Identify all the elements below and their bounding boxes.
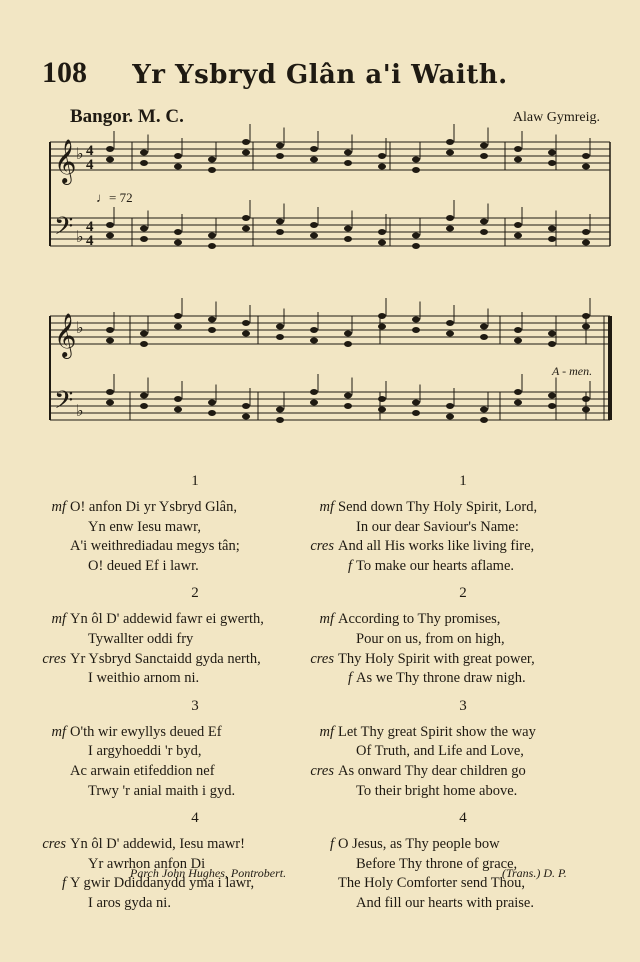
note-head	[276, 219, 284, 225]
note-head	[344, 160, 352, 166]
time-signature: 4	[86, 143, 94, 159]
note-head	[582, 153, 590, 159]
note-head	[310, 157, 318, 163]
note-head	[446, 403, 454, 409]
note-head	[174, 396, 182, 402]
verse-line	[318, 518, 608, 538]
note-head	[344, 226, 352, 232]
note-head	[412, 167, 420, 173]
note-head	[480, 143, 488, 149]
verse-line	[310, 762, 608, 782]
note-head	[548, 393, 556, 399]
note-head	[480, 334, 488, 340]
amen-lyric: A - men.	[552, 364, 593, 378]
dynamic-marking: cres	[42, 650, 66, 667]
dynamic-marking: cres	[310, 650, 334, 667]
note-head	[446, 331, 454, 337]
verse-line	[50, 762, 340, 782]
note-head	[514, 157, 522, 163]
note-head	[514, 233, 522, 239]
verse	[50, 470, 340, 576]
note-head	[106, 400, 114, 406]
note-head	[514, 327, 522, 333]
note-head	[344, 403, 352, 409]
note-head	[582, 240, 590, 246]
note-head	[242, 403, 250, 409]
verse-number: 2	[459, 585, 467, 602]
note-head	[242, 215, 250, 221]
note-head	[174, 313, 182, 319]
treble-clef: 𝄞	[54, 139, 77, 183]
bass-clef: 𝄢	[54, 386, 74, 421]
verse-text: And fill our hearts with praise.	[356, 894, 534, 911]
dynamic-marking: mf	[51, 499, 66, 515]
note-head	[310, 327, 318, 333]
note-head	[242, 139, 250, 145]
note-head	[276, 407, 284, 413]
verse-line	[50, 742, 340, 762]
verse-text: O'th wir ewyllys deued Ef	[70, 723, 222, 740]
verse	[318, 807, 608, 913]
verse-text: The Holy Comforter send Thou,	[338, 875, 525, 892]
verse-number: 4	[191, 810, 199, 827]
note-head	[446, 320, 454, 326]
note-head	[174, 407, 182, 413]
note-head	[344, 150, 352, 156]
dynamic-marking: mf	[51, 723, 66, 740]
tempo-marking: ♩= 72	[96, 190, 133, 205]
dynamic-marking: mf	[319, 611, 334, 628]
note-head	[140, 226, 148, 232]
verse	[42, 807, 340, 913]
note-head	[310, 222, 318, 228]
verse	[50, 695, 340, 801]
note-head	[276, 153, 284, 159]
verse-number: 2	[191, 585, 199, 602]
note-head	[514, 389, 522, 395]
verse-text: Tywallter oddi fry	[88, 630, 194, 647]
verse	[42, 582, 340, 688]
note-head	[310, 233, 318, 239]
note-head	[140, 236, 148, 242]
note-head	[140, 403, 148, 409]
music-score	[0, 0, 640, 440]
dynamic-marking: cres	[310, 762, 334, 779]
note-head	[310, 389, 318, 395]
note-head	[242, 320, 250, 326]
note-head	[174, 164, 182, 170]
note-head	[582, 313, 590, 319]
note-head	[378, 313, 386, 319]
note-head	[208, 410, 216, 416]
english-verses	[310, 470, 608, 920]
note-head	[514, 146, 522, 152]
verse-text: As onward Thy dear children go	[338, 762, 526, 779]
verse-line	[318, 742, 608, 762]
note-head	[378, 324, 386, 330]
verse-text: To make our hearts aflame.	[356, 557, 515, 574]
verse-text: Before Thy throne of grace,	[356, 855, 518, 872]
note-head	[242, 226, 250, 232]
note-head	[276, 417, 284, 423]
verse-line	[318, 630, 608, 650]
verse-text: O Jesus, as Thy people bow	[338, 836, 500, 853]
note-head	[174, 324, 182, 330]
dynamic-marking: cres	[42, 836, 66, 853]
note-head	[582, 229, 590, 235]
verse-line	[318, 835, 608, 855]
verse-line	[50, 610, 340, 630]
verse	[310, 695, 608, 801]
note-head	[582, 164, 590, 170]
time-signature: 4	[86, 157, 94, 173]
verse-text: Yn ôl D' addewid, Iesu mawr!	[70, 836, 245, 853]
verse-line	[50, 782, 340, 802]
note-head	[344, 393, 352, 399]
note-head	[106, 327, 114, 333]
key-flat: ♭	[76, 403, 84, 420]
verse-line	[318, 894, 608, 914]
time-signature: 4	[86, 219, 94, 235]
dynamic-marking: f	[347, 670, 352, 687]
note-head	[548, 403, 556, 409]
verse-number: 4	[459, 810, 467, 827]
verse-text: Ac arwain etifeddion nef	[70, 762, 215, 779]
verse-text: Let Thy great Spirit show the way	[338, 723, 536, 740]
note-head	[514, 338, 522, 344]
note-head	[548, 226, 556, 232]
note-head	[378, 240, 386, 246]
note-head	[412, 410, 420, 416]
verse-line	[318, 498, 608, 518]
note-head	[276, 229, 284, 235]
verse-line	[318, 610, 608, 630]
note-head	[480, 324, 488, 330]
verse-number: 3	[191, 697, 199, 714]
verse-text: A'i weithrediadau megys tân;	[70, 538, 240, 555]
verse-text: Yr Ysbryd Sanctaidd gyda nerth,	[70, 650, 261, 667]
verse-line	[50, 630, 340, 650]
note-head	[480, 417, 488, 423]
verse-text: Yn enw Iesu mawr,	[88, 518, 201, 535]
note-head	[276, 143, 284, 149]
note-head	[582, 324, 590, 330]
note-head	[514, 222, 522, 228]
note-head	[548, 236, 556, 242]
note-head	[514, 400, 522, 406]
verse-line	[318, 557, 608, 577]
note-head	[480, 153, 488, 159]
note-head	[412, 400, 420, 406]
note-head	[208, 317, 216, 323]
note-head	[378, 164, 386, 170]
note-head	[412, 233, 420, 239]
note-head	[208, 400, 216, 406]
verse-text: As we Thy throne draw nigh.	[356, 670, 526, 687]
note-head	[106, 389, 114, 395]
page-title: Yr Ysbryd Glân a'i Waith.	[132, 60, 508, 90]
note-head	[310, 338, 318, 344]
note-head	[480, 219, 488, 225]
note-head	[242, 414, 250, 420]
verse-text: Thy Holy Spirit with great power,	[338, 650, 535, 667]
time-signature: 4	[86, 233, 94, 249]
note-head	[140, 150, 148, 156]
note-head	[242, 150, 250, 156]
verse-text: Yn ôl D' addewid fawr ei gwerth,	[70, 611, 264, 628]
note-head	[378, 396, 386, 402]
note-head	[446, 414, 454, 420]
dynamic-marking: mf	[319, 499, 334, 515]
verse-line	[50, 537, 340, 557]
note-head	[276, 334, 284, 340]
note-head	[174, 240, 182, 246]
note-head	[208, 233, 216, 239]
verse-number: 1	[459, 473, 467, 489]
verse-text: Trwy 'r anial maith i gyd.	[88, 782, 236, 799]
note-head	[140, 341, 148, 347]
verse-number: 1	[191, 473, 199, 489]
note-head	[582, 407, 590, 413]
note-head	[140, 331, 148, 337]
verse-text: Yr awrhon anfon Di	[88, 855, 206, 872]
verse-line	[50, 894, 340, 914]
dynamic-marking: cres	[310, 538, 334, 555]
note-head	[446, 215, 454, 221]
note-head	[480, 229, 488, 235]
key-flat: ♭	[76, 146, 84, 163]
verse-text: O! deued Ef i lawr.	[88, 557, 199, 574]
verse-text: I aros gyda ni.	[88, 894, 171, 911]
verse-line	[50, 723, 340, 743]
note-head	[344, 341, 352, 347]
verse-text: I weithio arnom ni.	[88, 670, 200, 687]
note-head	[344, 331, 352, 337]
note-head	[412, 327, 420, 333]
verse-text: Pour on us, from on high,	[356, 630, 505, 647]
note-head	[310, 146, 318, 152]
note-head	[140, 160, 148, 166]
dynamic-marking: mf	[319, 723, 334, 740]
verse-line	[310, 537, 608, 557]
note-head	[174, 153, 182, 159]
note-head	[208, 157, 216, 163]
note-head	[208, 327, 216, 333]
note-head	[140, 393, 148, 399]
note-head	[548, 341, 556, 347]
verse-text: I argyhoeddi 'r byd,	[88, 743, 202, 760]
verse-line	[42, 650, 340, 670]
note-head	[208, 243, 216, 249]
note-head	[276, 324, 284, 330]
verse-text: According to Thy promises,	[338, 611, 501, 628]
tune-source: Alaw Gymreig.	[512, 110, 600, 125]
note-head	[106, 222, 114, 228]
note-head	[378, 153, 386, 159]
welsh-credit: Parch John Hughes, Pontrobert.	[130, 866, 287, 880]
verse-line	[318, 669, 608, 689]
note-head	[446, 150, 454, 156]
verse-line	[50, 669, 340, 689]
note-head	[548, 331, 556, 337]
verse-line	[318, 723, 608, 743]
note-head	[548, 150, 556, 156]
english-credit: (Trans.) D. P.	[502, 866, 567, 880]
verse-line	[50, 498, 340, 518]
dynamic-marking: f	[61, 875, 66, 892]
note-head	[106, 338, 114, 344]
verse	[310, 582, 608, 688]
note-head	[106, 146, 114, 152]
note-head	[412, 317, 420, 323]
verse-text: In our dear Saviour's Name:	[356, 518, 519, 535]
note-head	[480, 407, 488, 413]
tune-name: Bangor. M. C.	[70, 106, 184, 127]
note-head	[582, 396, 590, 402]
welsh-verses	[42, 470, 340, 920]
note-head	[208, 167, 216, 173]
note-head	[412, 157, 420, 163]
verse-text: Send down Thy Holy Spirit, Lord,	[338, 499, 538, 515]
note-head	[446, 139, 454, 145]
note-head	[446, 226, 454, 232]
treble-clef: 𝄞	[54, 313, 77, 357]
verse-line	[50, 518, 340, 538]
note-head	[310, 400, 318, 406]
verse	[310, 470, 608, 576]
page-number: 108	[42, 56, 87, 89]
verse-line	[42, 835, 340, 855]
dynamic-marking: f	[329, 836, 334, 853]
bass-clef: 𝄢	[54, 212, 74, 247]
verse-line	[318, 782, 608, 802]
verse-text: Of Truth, and Life and Love,	[356, 743, 524, 760]
key-flat: ♭	[76, 320, 84, 337]
note-head	[242, 331, 250, 337]
verse-text: O! anfon Di yr Ysbryd Glân,	[70, 499, 237, 515]
dynamic-marking: f	[347, 557, 352, 574]
note-head	[344, 236, 352, 242]
note-head	[106, 157, 114, 163]
verse-line	[310, 650, 608, 670]
note-head	[174, 229, 182, 235]
verse-text: And all His works like living fire,	[338, 538, 535, 555]
key-flat: ♭	[76, 229, 84, 246]
verse-number: 3	[459, 697, 467, 714]
note-head	[548, 160, 556, 166]
verse-text: Y gwir Ddiddanydd yma i lawr,	[70, 875, 255, 892]
note-head	[412, 243, 420, 249]
dynamic-marking: mf	[51, 611, 66, 628]
note-head	[378, 407, 386, 413]
verse-line	[50, 557, 340, 577]
note-head	[378, 229, 386, 235]
verse-text: To their bright home above.	[356, 782, 518, 799]
note-head	[106, 233, 114, 239]
